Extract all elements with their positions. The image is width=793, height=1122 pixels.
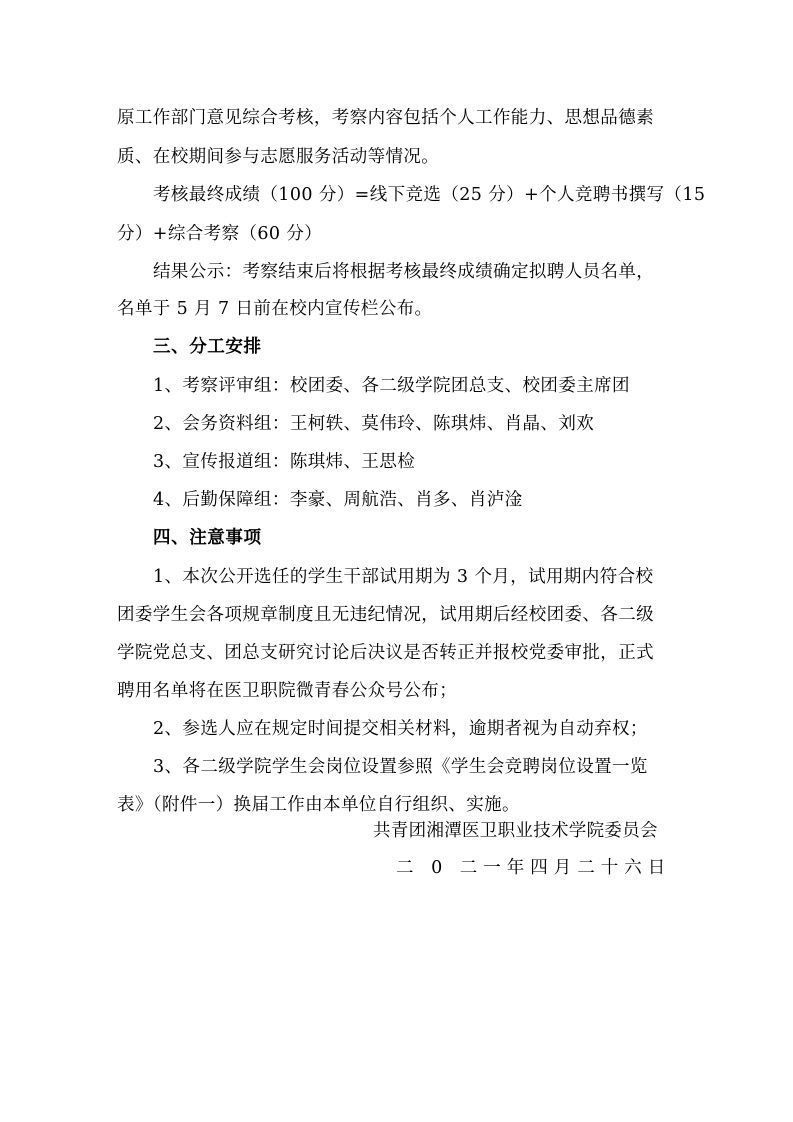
note-2: 2、参选人应在规定时间提交相关材料，逾期者视为自动弃权； — [153, 719, 648, 739]
score-line-1: 考核最终成绩（100 分）=线下竞选（25 分）+个人竞聘书撰写（15 — [153, 185, 706, 205]
section-3-item: 4、后勤保障组：李豪、周航浩、肖多、肖泸淦 — [153, 490, 523, 510]
note-1-line-2: 团委学生会各项规章制度且无违纪情况，试用期后经校团委、各二级 — [117, 605, 654, 625]
section-3-item: 3、宣传报道组：陈琪炜、王思检 — [153, 452, 416, 472]
section-3-heading: 三、分工安排 — [153, 337, 262, 357]
section-3-item: 1、考察评审组：校团委、各二级学院团总支、校团委主席团 — [153, 376, 630, 396]
publicity-line-1: 结果公示：考察结束后将根据考核最终成绩确定拟聘人员名单， — [153, 262, 655, 282]
section-4-heading: 四、注意事项 — [153, 528, 262, 548]
note-3-line-1: 3、各二级学院学生会岗位设置参照《学生会竞聘岗位设置一览 — [153, 757, 648, 777]
signature-date: 二 0 二一年四月二十六日 — [396, 858, 672, 878]
note-3-line-2: 表》（附件一）换届工作由本单位自行组织、实施。 — [117, 795, 520, 815]
note-1-line-4: 聘用名单将在医卫职院微青春公众号公布； — [117, 681, 458, 701]
assessment-line-2: 质、在校期间参与志愿服务活动等情况。 — [117, 147, 440, 167]
note-1-line-1: 1、本次公开选任的学生干部试用期为 3 个月，试用期内符合校 — [153, 567, 654, 587]
signature-organization: 共青团湘潭医卫职业技术学院委员会 — [373, 821, 658, 841]
score-line-2: 分）+综合考察（60 分） — [117, 224, 323, 244]
section-3-item: 2、会务资料组：王柯轶、莫伟玲、陈琪炜、肖晶、刘欢 — [153, 414, 595, 434]
publicity-line-2: 名单于 5 月 7 日前在校内宣传栏公布。 — [117, 299, 433, 319]
note-1-line-3: 学院党总支、团总支研究讨论后决议是否转正并报校党委审批，正式 — [117, 643, 654, 663]
assessment-line-1: 原工作部门意见综合考核，考察内容包括个人工作能力、思想品德素 — [117, 108, 654, 128]
